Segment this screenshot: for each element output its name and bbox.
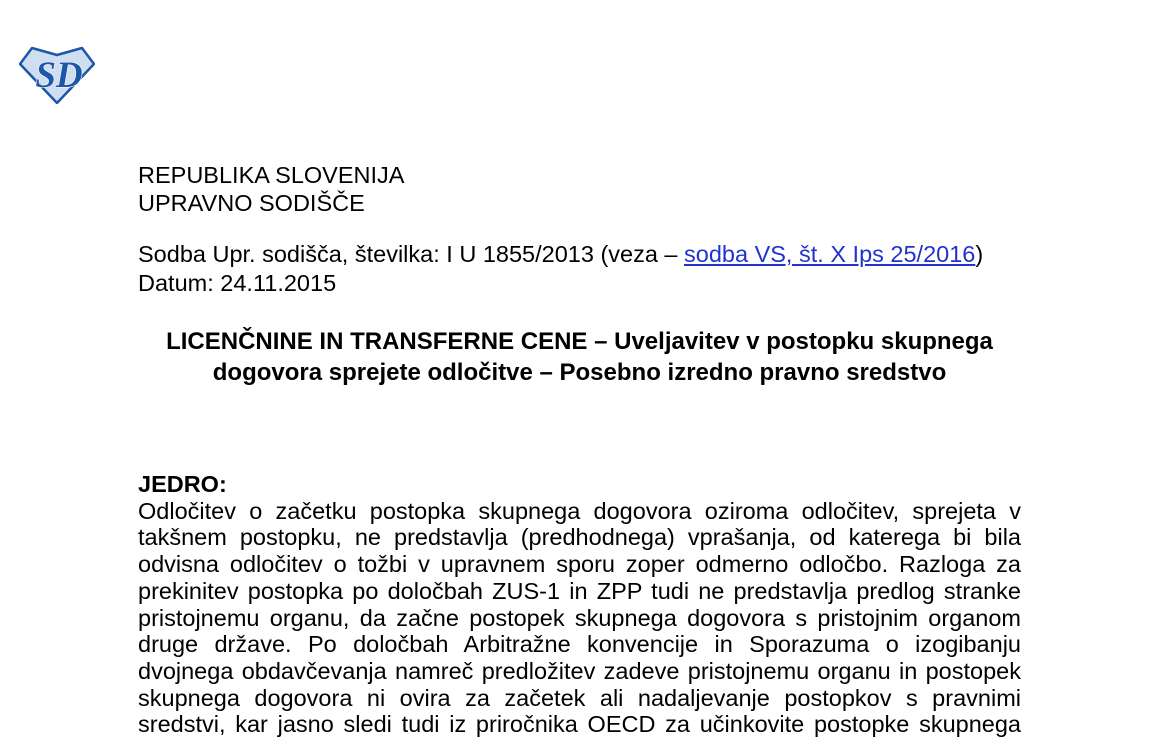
core-section xyxy=(138,471,1021,738)
document-title: LICENČNINE IN TRANSFERNE CENE – Uveljavitev v postopku skupnega dogovora sprejete odločitve – Posebno izredno pravno sredstvo xyxy=(166,328,993,386)
court-header xyxy=(138,161,1021,217)
core-heading: JEDRO: xyxy=(138,471,227,497)
logo-letters: SD xyxy=(35,55,83,96)
case-reference-suffix: ) xyxy=(975,241,984,267)
header-court-line: UPRAVNO SODIŠČE xyxy=(138,190,365,216)
vs-judgment-link[interactable]: sodba VS, št. X Ips 25/2016 xyxy=(684,241,976,267)
case-reference-prefix: Sodba Upr. sodišča, številka: I U 1855/2013 (veza – xyxy=(138,241,685,267)
date-line: Datum: 24.11.2015 xyxy=(138,270,337,296)
case-reference-block xyxy=(138,240,1058,298)
header-country-line: REPUBLIKA SLOVENIJA xyxy=(138,162,405,188)
core-text: Odločitev o začetku postopka skupnega dogovora oziroma odločitev, sprejeta v takšnem postopku, ne predstavlja (predhodnega) vprašanja, od katerega bi bila odvisna odločitev o tožbi v upravnem sporu zoper odmerno odločbo. Razloga za prekinitev postopka po določbah ZUS-1 in ZPP tudi ne predstavlja predlog stranke pristojnemu organu, da začne postopek skupnega dogovora s pristojnim organom druge države. Po določbah Arbitražne konvencije in Sporazuma o izogibanju dvojnega obdavčevanja namreč predložitev zadeve pristojnemu organu in postopek skupnega dogovora ni ovira za začetek ali nadaljevanje postopkov s pravnimi sredstvi, kar jasno sledi tudi iz priročnika OECD za učinkovite postopke skupnega xyxy=(138,497,1021,738)
case-reference-line xyxy=(138,240,1058,269)
judiciary-sd-logo-icon xyxy=(19,46,95,104)
